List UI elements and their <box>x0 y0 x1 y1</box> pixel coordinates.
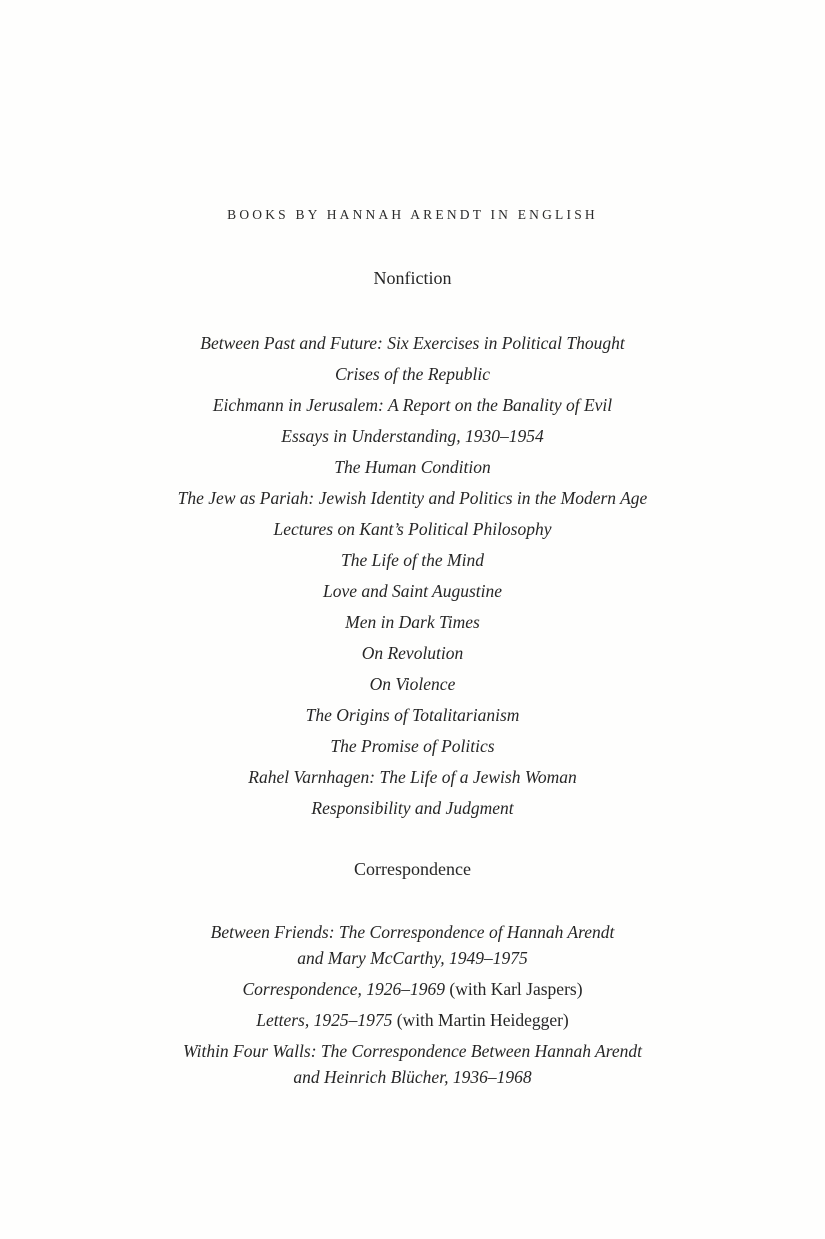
book-title: Men in Dark Times <box>345 612 480 632</box>
title-roman-part: (with Karl Jaspers) <box>445 979 583 999</box>
book-title: The Promise of Politics <box>330 736 495 756</box>
title-italic-part: and Mary McCarthy, 1949–1975 <box>297 948 528 968</box>
book-title <box>73 976 753 1002</box>
title-italic-part: and Heinrich Blücher, 1936–1968 <box>293 1067 532 1087</box>
book-title: Crises of the Republic <box>334 364 491 384</box>
book-title: The Human Condition <box>334 457 491 477</box>
book-title: Responsibility and Judgment <box>311 798 514 818</box>
book-title: On Revolution <box>361 643 464 663</box>
correspondence-heading: Correspondence <box>354 859 471 879</box>
title-italic-part: Letters, 1925–1975 <box>256 1010 393 1030</box>
nonfiction-title-list <box>0 330 825 821</box>
book-title: Essays in Understanding, 1930–1954 <box>281 426 544 446</box>
book-title <box>73 1007 753 1033</box>
book-title: The Jew as Pariah: Jewish Identity and Politics in the Modern Age <box>177 488 648 508</box>
nonfiction-heading: Nonfiction <box>373 268 452 288</box>
title-italic-part: Within Four Walls: The Correspondence Between Hannah Arendt <box>182 1041 642 1061</box>
book-title: Rahel Varnhagen: The Life of a Jewish Woman <box>248 767 577 787</box>
title-italic-part: Between Friends: The Correspondence of Hannah Arendt <box>210 922 615 942</box>
title-roman-part: (with Martin Heidegger) <box>392 1010 569 1030</box>
book-title: Lectures on Kant’s Political Philosophy <box>273 519 552 539</box>
book-title: Eichmann in Jerusalem: A Report on the Banality of Evil <box>212 395 613 415</box>
book-title: Love and Saint Augustine <box>322 581 503 601</box>
correspondence-title-list <box>0 919 825 1090</box>
book-title: Between Past and Future: Six Exercises in Political Thought <box>200 333 625 353</box>
book-title: The Origins of Totalitarianism <box>305 705 520 725</box>
book-title <box>73 919 753 971</box>
book-title <box>73 1038 753 1090</box>
title-italic-part: Correspondence, 1926–1969 <box>242 979 445 999</box>
book-title: The Life of the Mind <box>341 550 484 570</box>
books-by-heading: BOOKS BY HANNAH ARENDT IN ENGLISH <box>227 207 598 222</box>
book-title: On Violence <box>369 674 456 694</box>
